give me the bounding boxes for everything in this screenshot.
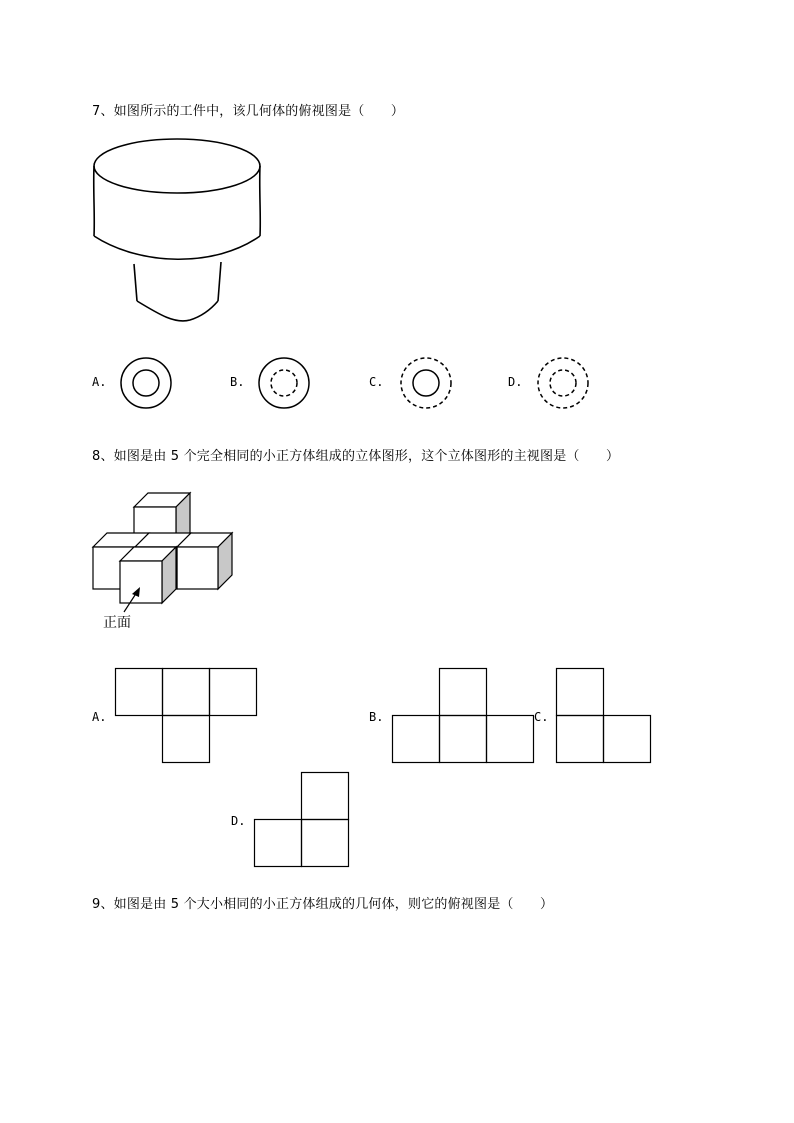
- q7-option-d-figure: [533, 353, 593, 413]
- q7-option-d-label: D.: [508, 375, 523, 389]
- q8-option-c-label: C.: [534, 710, 549, 724]
- question-9-text: 9、如图是由 5 个大小相同的小正方体组成的几何体，则它的俯视图是（ ）: [92, 897, 554, 912]
- q7-option-c-figure: [396, 353, 456, 413]
- q8-option-a-figure: [115, 668, 260, 768]
- q8-option-d-figure: [254, 772, 354, 872]
- front-face-label: 正面: [103, 615, 131, 631]
- question-8-text: 8、如图是由 5 个完全相同的小正方体组成的立体图形，这个立体图形的主视图是（ ）: [92, 449, 620, 464]
- q8-option-d-label: D.: [231, 814, 246, 828]
- question-7-text: 7、如图所示的工件中，该几何体的俯视图是（ ）: [92, 104, 405, 119]
- q8-option-b-label: B.: [369, 710, 384, 724]
- q8-option-c-figure: [556, 668, 656, 768]
- q8-option-b-figure: [392, 668, 537, 768]
- q7-workpiece-figure: [88, 136, 268, 336]
- q7-option-a-figure: [116, 353, 176, 413]
- q8-cube-figure: [88, 488, 248, 618]
- q7-option-a-label: A.: [92, 375, 107, 389]
- q7-option-c-label: C.: [369, 375, 384, 389]
- q7-option-b-figure: [254, 353, 314, 413]
- q7-option-b-label: B.: [230, 375, 245, 389]
- q8-option-a-label: A.: [92, 710, 107, 724]
